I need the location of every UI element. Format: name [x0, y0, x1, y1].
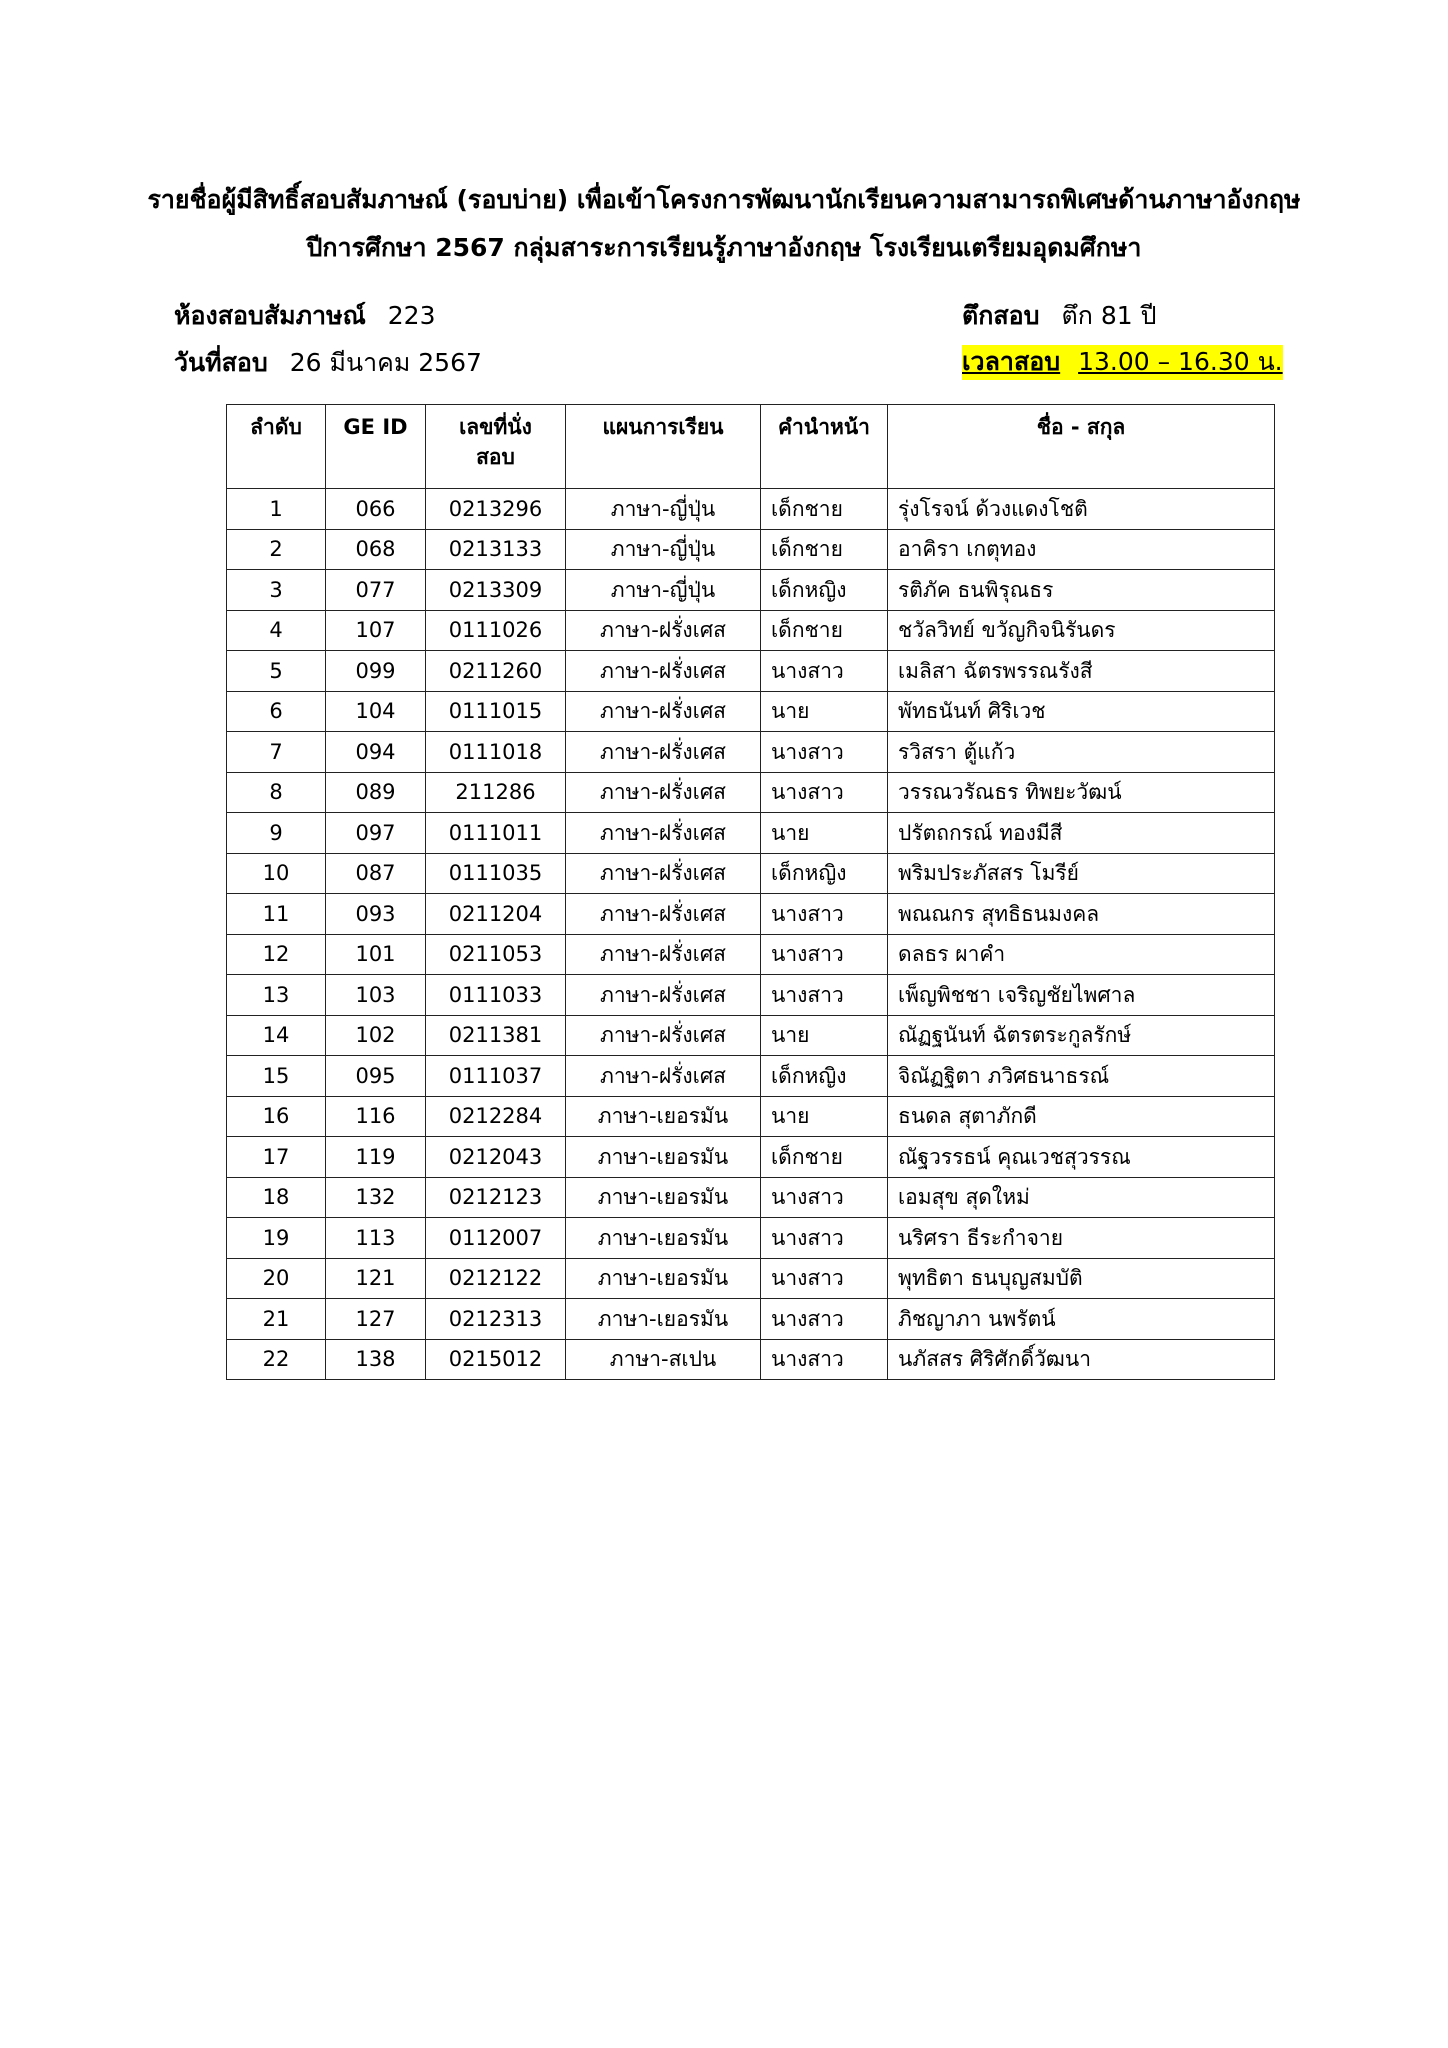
header-program: แผนการเรียน — [566, 405, 761, 489]
cell-prefix: นางสาว — [761, 975, 888, 1016]
cell-seat-number: 0111033 — [426, 975, 566, 1016]
cell-seat-number: 0111026 — [426, 610, 566, 651]
cell-prefix: นางสาว — [761, 1339, 888, 1380]
table-row — [227, 1015, 1275, 1056]
table-row — [227, 934, 1275, 975]
cell-prefix: เด็กหญิง — [761, 853, 888, 894]
cell-name: นริศรา ธีระกำจาย — [888, 1218, 1275, 1259]
cell-seq: 16 — [227, 1096, 326, 1137]
cell-ge-id: 116 — [326, 1096, 426, 1137]
exam-building-value: ตึก 81 ปี — [1061, 301, 1157, 330]
table-row — [227, 651, 1275, 692]
exam-time-highlight — [962, 345, 1283, 380]
cell-name: ณัฏฐนันท์ ฉัตรตระกูลรักษ์ — [888, 1015, 1275, 1056]
header-prefix: คำนำหน้า — [761, 405, 888, 489]
table-header-row — [227, 405, 1275, 489]
cell-seat-number: 0212043 — [426, 1137, 566, 1178]
table-row — [227, 772, 1275, 813]
cell-name: นภัสสร ศิริศักดิ์วัฒนา — [888, 1339, 1275, 1380]
cell-seq: 4 — [227, 610, 326, 651]
cell-seq: 12 — [227, 934, 326, 975]
cell-program: ภาษา-ฝรั่งเศส — [566, 732, 761, 773]
table-row — [227, 1258, 1275, 1299]
cell-program: ภาษา-ฝรั่งเศส — [566, 610, 761, 651]
cell-seat-number: 0213296 — [426, 489, 566, 530]
cell-seq: 1 — [227, 489, 326, 530]
cell-prefix: เด็กหญิง — [761, 570, 888, 611]
cell-ge-id: 132 — [326, 1177, 426, 1218]
header-name: ชื่อ - สกุล — [888, 405, 1275, 489]
cell-program: ภาษา-ญี่ปุ่น — [566, 570, 761, 611]
cell-seq: 2 — [227, 529, 326, 570]
cell-seat-number: 0215012 — [426, 1339, 566, 1380]
cell-prefix: เด็กชาย — [761, 610, 888, 651]
cell-ge-id: 097 — [326, 813, 426, 854]
cell-ge-id: 089 — [326, 772, 426, 813]
cell-program: ภาษา-ฝรั่งเศส — [566, 894, 761, 935]
cell-seat-number: 0111035 — [426, 853, 566, 894]
cell-program: ภาษา-สเปน — [566, 1339, 761, 1380]
exam-time-info — [962, 345, 1283, 379]
cell-seat-number: 0213133 — [426, 529, 566, 570]
cell-ge-id: 077 — [326, 570, 426, 611]
cell-seq: 17 — [227, 1137, 326, 1178]
header-ge-id: GE ID — [326, 405, 426, 489]
cell-seq: 9 — [227, 813, 326, 854]
cell-seq: 14 — [227, 1015, 326, 1056]
document-title-line-2: ปีการศึกษา 2567 กลุ่มสาระการเรียนรู้ภาษาอังกฤษ โรงเรียนเตรียมอุดมศึกษา — [306, 233, 1142, 262]
cell-ge-id: 127 — [326, 1299, 426, 1340]
cell-seq: 8 — [227, 772, 326, 813]
cell-prefix: นางสาว — [761, 732, 888, 773]
cell-name: ชวัลวิทย์ ขวัญกิจนิรันดร — [888, 610, 1275, 651]
cell-seq: 7 — [227, 732, 326, 773]
cell-ge-id: 093 — [326, 894, 426, 935]
cell-prefix: นาย — [761, 1015, 888, 1056]
exam-building-label: ตึกสอบ — [962, 301, 1040, 330]
header-seat-line-2: สอบ — [476, 445, 515, 469]
exam-time-label: เวลาสอบ — [962, 347, 1061, 376]
cell-seat-number: 0211381 — [426, 1015, 566, 1056]
cell-name: รติภัค ธนพิรุณธร — [888, 570, 1275, 611]
cell-prefix: นางสาว — [761, 1258, 888, 1299]
table-row — [227, 1056, 1275, 1097]
table-row — [227, 570, 1275, 611]
cell-program: ภาษา-ฝรั่งเศส — [566, 853, 761, 894]
cell-ge-id: 095 — [326, 1056, 426, 1097]
table-row — [227, 1096, 1275, 1137]
cell-name: ดลธร ผาคำ — [888, 934, 1275, 975]
exam-date-label: วันที่สอบ — [174, 348, 268, 377]
header-seat-line-1: เลขที่นั่ง — [459, 415, 532, 439]
cell-seat-number: 0111018 — [426, 732, 566, 773]
cell-program: ภาษา-เยอรมัน — [566, 1299, 761, 1340]
cell-program: ภาษา-ฝรั่งเศส — [566, 934, 761, 975]
cell-seq: 5 — [227, 651, 326, 692]
cell-seat-number: 0211204 — [426, 894, 566, 935]
cell-program: ภาษา-เยอรมัน — [566, 1218, 761, 1259]
cell-prefix: นางสาว — [761, 934, 888, 975]
cell-prefix: นางสาว — [761, 772, 888, 813]
cell-seat-number: 0212123 — [426, 1177, 566, 1218]
cell-name: เอมสุข สุดใหม่ — [888, 1177, 1275, 1218]
cell-program: ภาษา-ฝรั่งเศส — [566, 975, 761, 1016]
cell-ge-id: 113 — [326, 1218, 426, 1259]
cell-program: ภาษา-ฝรั่งเศส — [566, 813, 761, 854]
cell-seq: 15 — [227, 1056, 326, 1097]
document-title-line-1: รายชื่อผู้มีสิทธิ์สอบสัมภาษณ์ (รอบบ่าย) เพื่อเข้าโครงการพัฒนานักเรียนความสามารถพิเศษด้านภาษาอังกฤษ — [147, 185, 1301, 214]
table-row — [227, 894, 1275, 935]
cell-program: ภาษา-เยอรมัน — [566, 1137, 761, 1178]
table-row — [227, 1339, 1275, 1380]
cell-seat-number: 0211260 — [426, 651, 566, 692]
cell-prefix: เด็กชาย — [761, 489, 888, 530]
table-row — [227, 691, 1275, 732]
cell-name: เมลิสา ฉัตรพรรณรังสี — [888, 651, 1275, 692]
table-row — [227, 1299, 1275, 1340]
cell-seq: 6 — [227, 691, 326, 732]
table-row — [227, 732, 1275, 773]
cell-seq: 22 — [227, 1339, 326, 1380]
cell-prefix: เด็กหญิง — [761, 1056, 888, 1097]
exam-date-info — [174, 346, 482, 380]
cell-program: ภาษา-ฝรั่งเศส — [566, 691, 761, 732]
table-row — [227, 1177, 1275, 1218]
header-seat-number — [426, 405, 566, 489]
cell-prefix: นางสาว — [761, 894, 888, 935]
cell-name: รุ่งโรจน์ ด้วงแดงโชติ — [888, 489, 1275, 530]
cell-name: รวิสรา ตู้แก้ว — [888, 732, 1275, 773]
cell-ge-id: 138 — [326, 1339, 426, 1380]
cell-seq: 3 — [227, 570, 326, 611]
cell-seat-number: 0213309 — [426, 570, 566, 611]
cell-ge-id: 102 — [326, 1015, 426, 1056]
cell-seq: 13 — [227, 975, 326, 1016]
cell-ge-id: 099 — [326, 651, 426, 692]
cell-ge-id: 101 — [326, 934, 426, 975]
table-row — [227, 1137, 1275, 1178]
cell-name: เพ็ญพิชชา เจริญชัยไพศาล — [888, 975, 1275, 1016]
table-body — [227, 489, 1275, 1380]
cell-name: พริมประภัสสร โมรีย์ — [888, 853, 1275, 894]
table-row — [227, 853, 1275, 894]
cell-prefix: นางสาว — [761, 1299, 888, 1340]
cell-seq: 21 — [227, 1299, 326, 1340]
cell-seat-number: 0212313 — [426, 1299, 566, 1340]
cell-program: ภาษา-เยอรมัน — [566, 1258, 761, 1299]
exam-date-value: 26 มีนาคม 2567 — [289, 348, 482, 377]
exam-room-label: ห้องสอบสัมภาษณ์ — [174, 301, 366, 330]
cell-name: จิณัฏฐิตา ภวิศธนาธรณ์ — [888, 1056, 1275, 1097]
cell-ge-id: 107 — [326, 610, 426, 651]
cell-ge-id: 104 — [326, 691, 426, 732]
cell-name: ณัฐวรรธน์ คุณเวชสุวรรณ — [888, 1137, 1275, 1178]
cell-program: ภาษา-ฝรั่งเศส — [566, 772, 761, 813]
table-row — [227, 813, 1275, 854]
cell-prefix: นางสาว — [761, 651, 888, 692]
cell-seat-number: 211286 — [426, 772, 566, 813]
cell-seq: 19 — [227, 1218, 326, 1259]
cell-ge-id: 103 — [326, 975, 426, 1016]
cell-name: วรรณวรัณธร ทิพยะวัฒน์ — [888, 772, 1275, 813]
cell-ge-id: 119 — [326, 1137, 426, 1178]
cell-seat-number: 0212284 — [426, 1096, 566, 1137]
cell-prefix: นางสาว — [761, 1177, 888, 1218]
cell-program: ภาษา-ญี่ปุ่น — [566, 489, 761, 530]
cell-name: พณณกร สุทธิธนมงคล — [888, 894, 1275, 935]
table-row — [227, 1218, 1275, 1259]
cell-ge-id: 087 — [326, 853, 426, 894]
table-row — [227, 489, 1275, 530]
cell-ge-id: 068 — [326, 529, 426, 570]
cell-seat-number: 0111011 — [426, 813, 566, 854]
cell-ge-id: 094 — [326, 732, 426, 773]
cell-seq: 18 — [227, 1177, 326, 1218]
cell-program: ภาษา-ฝรั่งเศส — [566, 1056, 761, 1097]
cell-seat-number: 0111037 — [426, 1056, 566, 1097]
cell-seat-number: 0111015 — [426, 691, 566, 732]
exam-time-value: 13.00 – 16.30 น. — [1078, 347, 1283, 376]
cell-seq: 10 — [227, 853, 326, 894]
cell-prefix: นาย — [761, 1096, 888, 1137]
table-row — [227, 975, 1275, 1016]
cell-seq: 11 — [227, 894, 326, 935]
cell-ge-id: 121 — [326, 1258, 426, 1299]
cell-name: อาคิรา เกตุทอง — [888, 529, 1275, 570]
exam-room-value: 223 — [387, 301, 436, 330]
cell-prefix: นาย — [761, 691, 888, 732]
cell-prefix: นาย — [761, 813, 888, 854]
candidate-table — [226, 404, 1275, 1380]
header-seq: ลำดับ — [227, 405, 326, 489]
table-row — [227, 529, 1275, 570]
cell-name: ปรัตถกรณ์ ทองมีสี — [888, 813, 1275, 854]
cell-program: ภาษา-ฝรั่งเศส — [566, 1015, 761, 1056]
cell-seat-number: 0212122 — [426, 1258, 566, 1299]
cell-prefix: เด็กชาย — [761, 529, 888, 570]
exam-room-info — [174, 299, 436, 333]
cell-seat-number: 0211053 — [426, 934, 566, 975]
cell-prefix: เด็กชาย — [761, 1137, 888, 1178]
cell-name: พัทธนันท์ ศิริเวช — [888, 691, 1275, 732]
cell-prefix: นางสาว — [761, 1218, 888, 1259]
cell-name: พุทธิตา ธนบุญสมบัติ — [888, 1258, 1275, 1299]
cell-program: ภาษา-ญี่ปุ่น — [566, 529, 761, 570]
cell-program: ภาษา-เยอรมัน — [566, 1177, 761, 1218]
cell-seat-number: 0112007 — [426, 1218, 566, 1259]
cell-program: ภาษา-ฝรั่งเศส — [566, 651, 761, 692]
cell-name: ธนดล สุตาภักดี — [888, 1096, 1275, 1137]
cell-name: ภิชญาภา นพรัตน์ — [888, 1299, 1275, 1340]
table-row — [227, 610, 1275, 651]
cell-ge-id: 066 — [326, 489, 426, 530]
cell-seq: 20 — [227, 1258, 326, 1299]
cell-program: ภาษา-เยอรมัน — [566, 1096, 761, 1137]
exam-building-info — [962, 299, 1156, 333]
